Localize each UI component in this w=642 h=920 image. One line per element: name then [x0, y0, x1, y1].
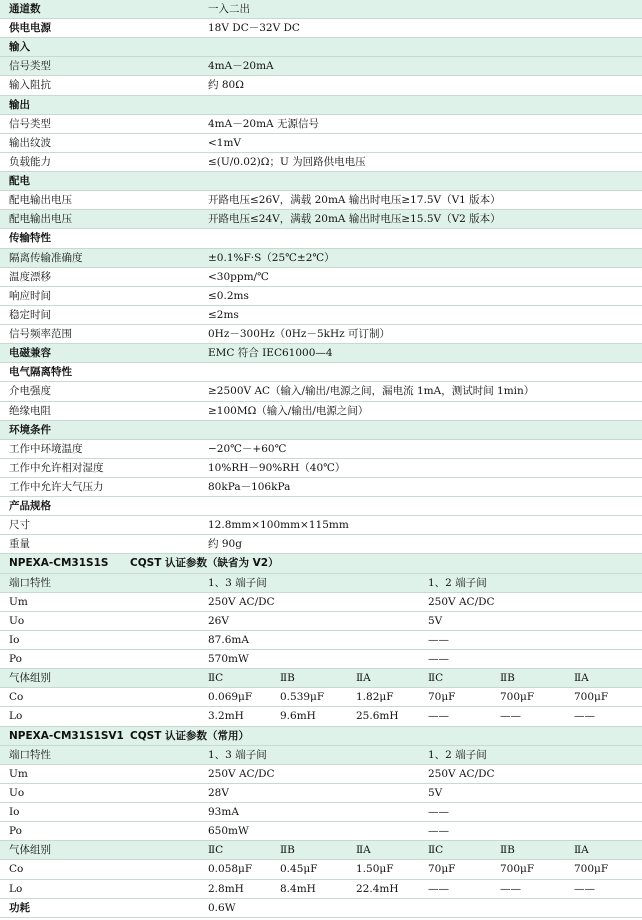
gas-cell: 700μF [500, 863, 535, 876]
port-left-value: 93mA [208, 806, 239, 819]
spec-row-kv [0, 382, 642, 401]
row-label: 通道数 [9, 3, 41, 15]
spec-row-kv [0, 287, 642, 306]
row-value: 18V DC－32V DC [208, 22, 300, 35]
model-number: NPEXA-CM31S1S [9, 557, 109, 570]
section-heading: 输出 [9, 98, 30, 111]
spec-row-section [0, 96, 642, 115]
spec-row-kv-bold [0, 899, 642, 918]
gas-cell: 700μF [500, 691, 535, 704]
gas-cell: 1.82μF [356, 691, 394, 704]
gas-cell: ⅡC [428, 672, 444, 685]
section-heading: 传输特性 [9, 232, 51, 245]
spec-row-gas [0, 860, 642, 879]
gas-cell: ⅡA [574, 672, 589, 685]
row-label: Um [9, 767, 28, 780]
gas-cell: —— [428, 882, 449, 895]
row-value: 12.8mm×100mm×115mm [208, 519, 349, 532]
row-value: 0.6W [208, 901, 236, 914]
spec-row-section [0, 172, 642, 191]
spec-row-kv-bold [0, 19, 642, 38]
spec-row-kv [0, 249, 642, 268]
row-label: 信号类型 [9, 117, 51, 130]
spec-row-port [0, 612, 642, 631]
spec-row-kv [0, 402, 642, 421]
gas-cell: ⅡA [574, 844, 589, 857]
row-label: 响应时间 [9, 289, 51, 302]
row-label: 输入阻抗 [9, 79, 51, 92]
gas-cell: 0.45μF [280, 863, 318, 876]
spec-row-gas [0, 707, 642, 726]
row-value: ≥2500V AC（输入/输出/电源之间，漏电流 1mA，测试时间 1min） [208, 385, 535, 398]
row-value: <1mV [208, 136, 242, 149]
spec-row-section [0, 421, 642, 440]
spec-row-kv [0, 440, 642, 459]
port-right-value: —— [428, 806, 449, 819]
row-value: <30ppm/℃ [208, 270, 269, 283]
gas-cell: 9.6mH [280, 710, 316, 723]
row-label: Io [9, 806, 20, 819]
gas-cell: 1.50μF [356, 863, 394, 876]
spec-row-gas [0, 669, 642, 688]
row-value: −20℃－+60℃ [208, 442, 287, 455]
spec-row-kv [0, 306, 642, 325]
port-right-value: 5V [428, 614, 443, 627]
row-label: 尺寸 [9, 519, 30, 532]
port-left-value: 650mW [208, 825, 249, 838]
row-value: ≥100MΩ（输入/输出/电源之间） [208, 404, 369, 417]
port-right-value: —— [428, 825, 449, 838]
spec-row-kv [0, 516, 642, 535]
row-label: Co [9, 863, 24, 876]
spec-row-port [0, 784, 642, 803]
gas-cell: 700μF [574, 863, 609, 876]
row-value: 开路电压≤24V，满载 20mA 输出时电压≥15.5V（V2 版本） [208, 213, 501, 226]
row-label: 气体组别 [9, 672, 51, 685]
spec-row-kv [0, 535, 642, 554]
row-value: 10%RH－90%RH（40℃） [208, 461, 346, 474]
model-number: NPEXA-CM31S1SV1 [9, 729, 124, 742]
gas-cell: ⅡB [280, 672, 295, 685]
gas-cell: 70μF [428, 691, 456, 704]
spec-row-port [0, 593, 642, 612]
gas-cell: 2.8mH [208, 882, 244, 895]
row-label: 隔离传输准确度 [9, 251, 83, 264]
row-label: Po [9, 653, 22, 666]
spec-row-kv [0, 268, 642, 287]
row-label: 气体组别 [9, 844, 51, 857]
gas-cell: —— [574, 710, 595, 723]
port-right-value: —— [428, 653, 449, 666]
row-value: 约 90g [208, 538, 242, 551]
row-label: Io [9, 633, 20, 646]
row-label: 配电输出电压 [9, 213, 72, 226]
row-value: 4mA－20mA [208, 60, 274, 73]
spec-row-kv [0, 325, 642, 344]
spec-row-gas [0, 880, 642, 899]
gas-cell: ⅡB [280, 844, 295, 857]
port-left-value: 1、3 端子间 [208, 576, 267, 589]
port-left-value: 570mW [208, 653, 249, 666]
gas-cell: ⅡC [208, 672, 224, 685]
port-left-value: 28V [208, 786, 229, 799]
row-label: Po [9, 825, 22, 838]
row-label: 负载能力 [9, 155, 51, 168]
row-label: 配电输出电压 [9, 194, 72, 207]
row-label: 输出纹波 [9, 136, 51, 149]
row-value: 开路电压≤26V，满载 20mA 输出时电压≥17.5V（V1 版本） [208, 194, 501, 207]
gas-cell: ⅡA [356, 844, 371, 857]
gas-cell: —— [428, 710, 449, 723]
row-value: 约 80Ω [208, 79, 244, 92]
row-label: 电磁兼容 [9, 347, 51, 360]
section-heading: 产品规格 [9, 500, 51, 513]
section-heading: 配电 [9, 175, 30, 188]
gas-cell: ⅡC [208, 844, 224, 857]
row-label: Uo [9, 786, 25, 799]
row-label: 信号类型 [9, 60, 51, 73]
spec-row-port [0, 746, 642, 765]
gas-cell: 0.058μF [208, 863, 253, 876]
gas-cell: ⅡA [356, 672, 371, 685]
row-value: 一入二出 [208, 3, 250, 15]
port-left-value: 1、3 端子间 [208, 748, 267, 761]
row-label: 工作中允许大气压力 [9, 481, 104, 493]
row-label: 端口特性 [9, 748, 51, 761]
gas-cell: 0.539μF [280, 691, 325, 704]
gas-cell: 70μF [428, 863, 456, 876]
row-value: ≤2ms [208, 308, 239, 321]
row-value: 80kPa－106kPa [208, 481, 291, 493]
spec-row-section [0, 229, 642, 248]
gas-cell: ⅡB [500, 672, 515, 685]
spec-row-gas [0, 688, 642, 707]
row-value: ≤0.2ms [208, 289, 249, 302]
section-heading: 环境条件 [9, 423, 51, 436]
cqst-heading: CQST 认证参数（缺省为 V2） [130, 557, 279, 570]
row-label: Lo [9, 710, 23, 723]
port-right-value: 1、2 端子间 [428, 748, 487, 761]
row-label: 介电强度 [9, 385, 51, 398]
spec-row-port [0, 765, 642, 784]
spec-row-cqst-title [0, 554, 642, 573]
spec-row-section [0, 38, 642, 57]
spec-row-gas [0, 841, 642, 860]
row-label: 功耗 [9, 901, 30, 914]
spec-row-kv [0, 115, 642, 134]
gas-cell: —— [500, 882, 521, 895]
port-right-value: 1、2 端子间 [428, 576, 487, 589]
spec-row-section [0, 497, 642, 516]
gas-cell: 25.6mH [356, 710, 399, 723]
gas-cell: —— [574, 882, 595, 895]
spec-row-kv-bold [0, 344, 642, 363]
port-left-value: 250V AC/DC [208, 767, 275, 780]
cqst-heading: CQST 认证参数（常用） [130, 729, 250, 742]
gas-cell: —— [500, 710, 521, 723]
port-left-value: 26V [208, 614, 229, 627]
spec-row-section [0, 363, 642, 382]
spec-row-kv [0, 134, 642, 153]
section-heading: 电气隔离特性 [9, 366, 72, 379]
row-value: 0Hz－300Hz（0Hz－5kHz 可订制） [208, 328, 391, 341]
spec-row-port [0, 650, 642, 669]
port-right-value: 250V AC/DC [428, 595, 495, 608]
row-value: 4mA－20mA 无源信号 [208, 117, 319, 130]
spec-row-kv [0, 210, 642, 229]
gas-cell: 3.2mH [208, 710, 244, 723]
row-label: 绝缘电阻 [9, 404, 51, 417]
row-label: 工作中允许相对湿度 [9, 461, 104, 474]
spec-row-kv [0, 57, 642, 76]
spec-row-port [0, 574, 642, 593]
spec-row-kv [0, 478, 642, 497]
gas-cell: 8.4mH [280, 882, 316, 895]
row-value: EMC 符合 IEC61000—4 [208, 347, 333, 360]
row-label: 信号频率范围 [9, 328, 72, 341]
spec-row-kv [0, 191, 642, 210]
spec-row-kv [0, 153, 642, 172]
port-right-value: —— [428, 633, 449, 646]
row-label: 供电电源 [9, 22, 51, 35]
row-value: ±0.1%F·S（25℃±2℃） [208, 251, 335, 264]
row-label: 稳定时间 [9, 308, 51, 321]
row-label: Uo [9, 614, 25, 627]
row-label: Um [9, 595, 28, 608]
gas-cell: 700μF [574, 691, 609, 704]
spec-row-port [0, 631, 642, 650]
row-label: 端口特性 [9, 576, 51, 589]
spec-row-cqst-title [0, 727, 642, 746]
row-label: Lo [9, 882, 23, 895]
port-left-value: 250V AC/DC [208, 595, 275, 608]
row-label: Co [9, 691, 24, 704]
section-heading: 输入 [9, 41, 30, 54]
spec-row-kv-bold [0, 0, 642, 19]
port-left-value: 87.6mA [208, 633, 249, 646]
spec-row-kv [0, 459, 642, 478]
spec-row-port [0, 803, 642, 822]
spec-row-port [0, 822, 642, 841]
port-right-value: 5V [428, 786, 443, 799]
row-label: 重量 [9, 538, 30, 551]
gas-cell: 0.069μF [208, 691, 253, 704]
row-label: 工作中环境温度 [9, 442, 83, 455]
gas-cell: ⅡC [428, 844, 444, 857]
row-label: 温度漂移 [9, 270, 51, 283]
port-right-value: 250V AC/DC [428, 767, 495, 780]
row-value: ≤(U/0.02)Ω；U 为回路供电电压 [208, 155, 366, 168]
gas-cell: ⅡB [500, 844, 515, 857]
spec-row-kv [0, 76, 642, 95]
gas-cell: 22.4mH [356, 882, 399, 895]
